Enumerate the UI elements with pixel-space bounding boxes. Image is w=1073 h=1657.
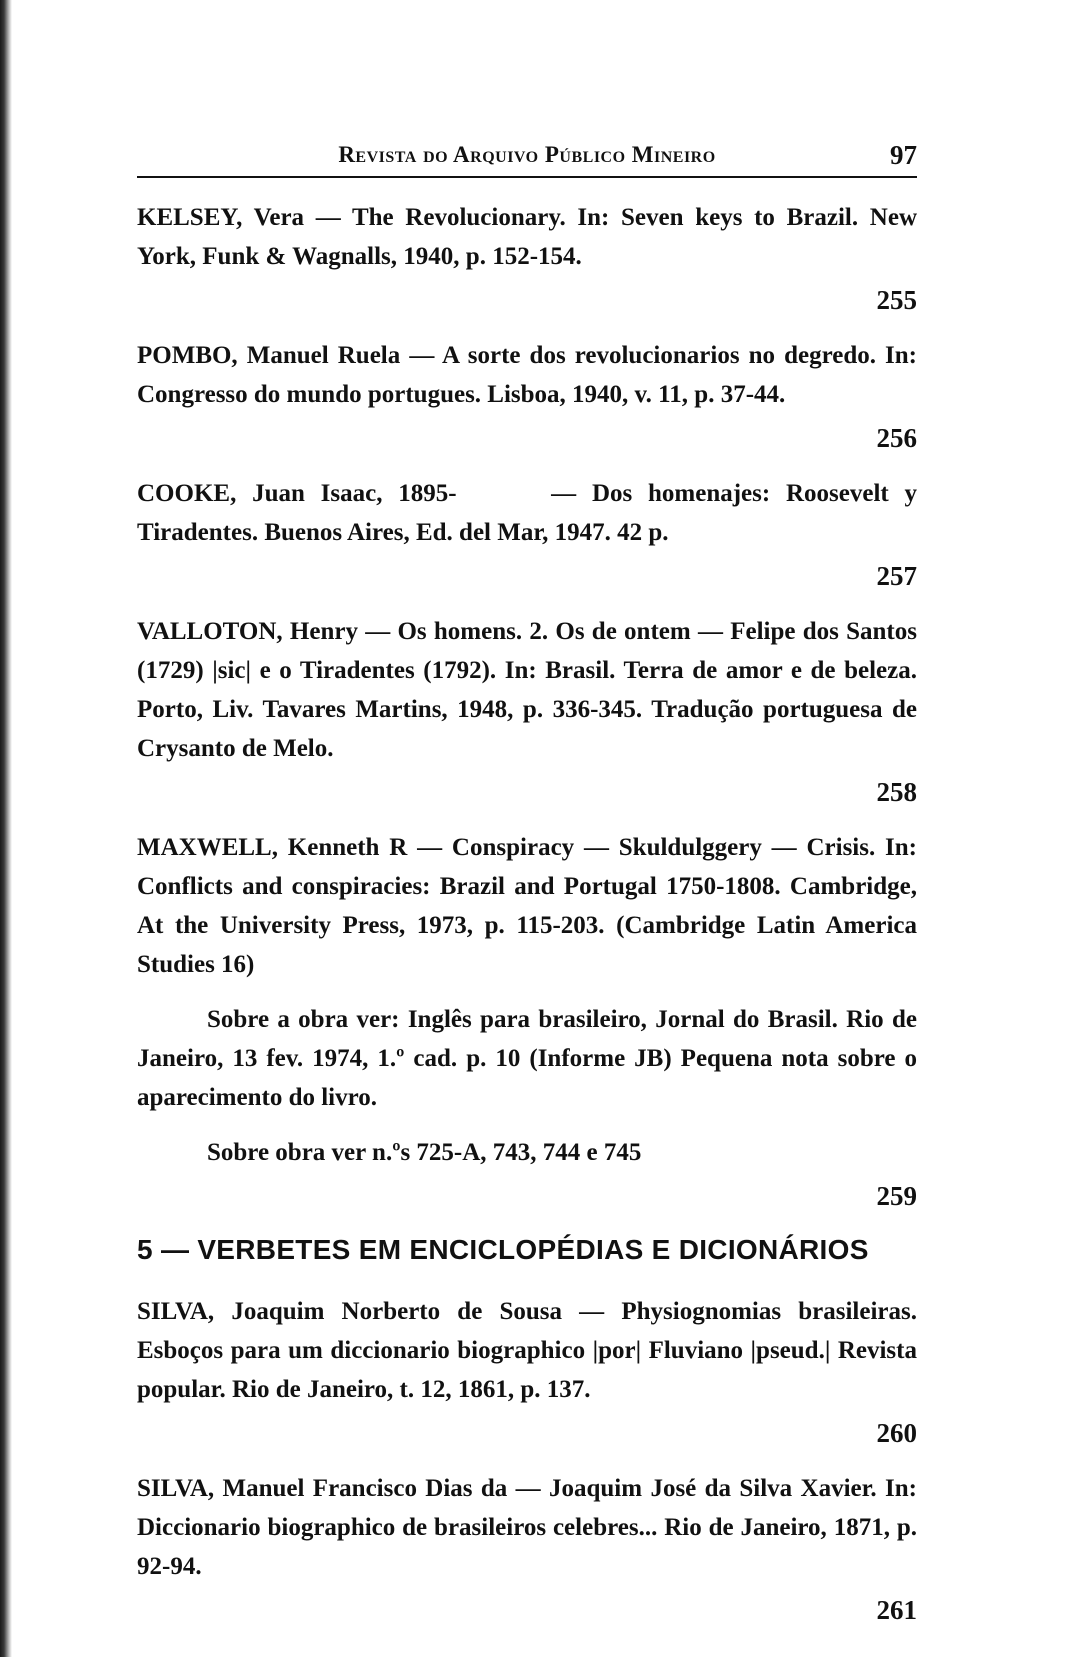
bibliography-entry: [137, 336, 917, 458]
bibliography-entry: [137, 1469, 917, 1630]
entry-number: 257: [876, 561, 917, 591]
entry-number: 256: [876, 423, 917, 453]
entry-number: 258: [876, 777, 917, 807]
bibliography-list: [137, 198, 923, 1630]
journal-title: Revista do Arquivo Público Mineiro: [338, 142, 716, 167]
page-number: 97: [890, 140, 917, 170]
bibliography-entry: [137, 1292, 917, 1453]
entry-citation: COOKE, Juan Isaac, 1895- — Dos homenajes: Roosevelt y Tiradentes. Buenos Aires, Ed. del Mar, 1947. 42 p.: [137, 480, 923, 546]
running-head: [137, 138, 917, 178]
entry-citation: POMBO, Manuel Ruela — A sorte dos revolucionarios no degredo. In: Congresso do mundo portugues. Lisboa, 1940, v. 11, p. 37-44.: [137, 342, 917, 408]
entry-number: 260: [876, 1418, 917, 1448]
bibliography-entry: [137, 474, 923, 596]
document-page: [137, 138, 923, 1646]
entry-citation: SILVA, Joaquim Norberto de Sousa — Physiognomias brasileiras. Esboços para um diccionario biographico |por| Fluviano |pseud.| Revista popular. Rio de Janeiro, t. 12, 1861, p. 137.: [137, 1298, 917, 1403]
entry-citation: VALLOTON, Henry — Os homens. 2. Os de ontem — Felipe dos Santos (1729) |sic| e o Tiradentes (1792). In: Brasil. Terra de amor e de beleza. Porto, Liv. Tavares Martins, 1948, p. 336-345. Tradução portuguesa de Crysanto de Melo.: [137, 618, 917, 762]
page-binding-edge: [0, 0, 12, 1657]
bibliography-entry: [137, 612, 917, 812]
entry-note: Sobre a obra ver: Inglês para brasileiro, Jornal do Brasil. Rio de Janeiro, 13 fev. 1974, 1.º cad. p. 10 (Informe JB) Pequena nota sobre o aparecimento do livro.: [137, 1006, 917, 1111]
entry-number: 259: [876, 1181, 917, 1211]
entry-note: Sobre obra ver n.ºs 725-A, 743, 744 e 745: [207, 1139, 642, 1166]
bibliography-entry: [137, 198, 917, 320]
bibliography-entry: [137, 828, 917, 1216]
entry-number: 261: [876, 1595, 917, 1625]
entry-citation: MAXWELL, Kenneth R — Conspiracy — Skuldulggery — Crisis. In: Conflicts and conspiracies: Brazil and Portugal 1750-1808. Cambridge, At the University Press, 1973, p. 115-203. (Cambridge Latin America Studies 16): [137, 834, 917, 978]
entry-citation: SILVA, Manuel Francisco Dias da — Joaquim José da Silva Xavier. In: Diccionario biographico de brasileiros celebres... Rio de Janeiro, 1871, p. 92-94.: [137, 1475, 917, 1580]
section-heading: 5 — VERBETES EM ENCICLOPÉDIAS E DICIONÁRIOS: [137, 1234, 869, 1265]
entry-citation: KELSEY, Vera — The Revolucionary. In: Seven keys to Brazil. New York, Funk & Wagnalls, 1940, p. 152-154.: [137, 204, 917, 270]
entry-number: 255: [876, 285, 917, 315]
